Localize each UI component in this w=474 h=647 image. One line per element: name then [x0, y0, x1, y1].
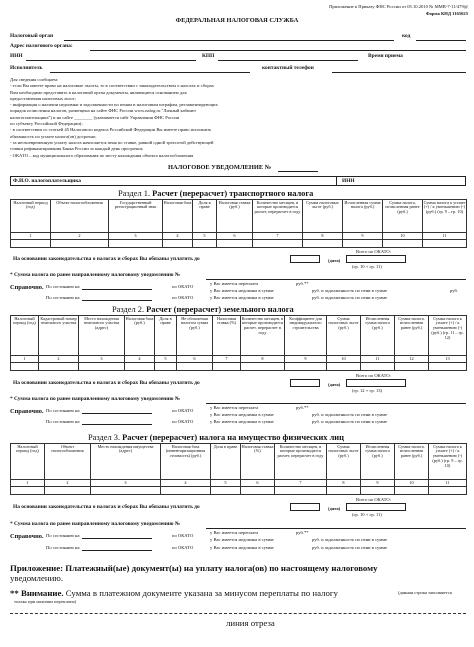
section2-date-box — [290, 379, 320, 387]
section1-col-number: 9 — [343, 233, 383, 240]
attention-label: ** Внимание. — [10, 588, 64, 598]
section3-header-cell: Сумма налога, исчисленная ранее (руб.) — [395, 444, 429, 480]
info-line: обязанность по уплате налога(ов) досрочно; — [10, 133, 97, 139]
blank-cell — [109, 240, 163, 248]
ref1-label: Справочно. — [10, 284, 44, 291]
section1-total-okato: Всего по ОКАТО: — [356, 249, 391, 254]
section2-label: Раздел 2. — [112, 305, 145, 314]
kpp-label: КПП — [202, 53, 215, 59]
service-title: ФЕДЕРАЛЬНАЯ НАЛОГОВАЯ СЛУЖБА — [175, 17, 299, 24]
attention-text: Сумма в платежном документе указана за минусом переплаты по налогу — [65, 588, 338, 598]
section1-pay-line: На основании законодательства о налогах и сборах Вы обязаны уплатить до — [13, 256, 200, 262]
blank-cell — [253, 240, 303, 248]
ref2-rub: руб.** — [296, 405, 309, 410]
blank-cell — [361, 487, 395, 495]
section1-heading — [118, 189, 313, 198]
ref3-okato: по ОКАТО — [172, 533, 194, 538]
blank-cell — [11, 487, 45, 495]
section2-col-number: 8 — [241, 356, 285, 363]
ref3-prev-sum: * Сумма налога по ранее направленному налоговому уведомлению № — [10, 521, 181, 527]
section2-col-number: 1 — [11, 356, 39, 363]
blank-cell — [429, 363, 467, 371]
info-line: - информация о наличии недоимки и задолженности по пеням и налоговым штрафам, регламентирующих — [10, 102, 218, 108]
section1-col-number: 3 — [109, 233, 163, 240]
section1-header-cell: Государственный регистрационный знак — [109, 200, 163, 233]
ref1b-debt: у Вас имеется недоимка в сумме — [210, 295, 274, 300]
section2-total-cols: (гр. 12 + гр. 13) — [352, 388, 383, 393]
blank-cell — [177, 363, 213, 371]
info-line: ставки рефинансирования Банка России за каждый день просрочки; — [10, 146, 144, 152]
section1-header-cell: Налоговый период (год) — [11, 200, 51, 233]
contact-phone-label: контактный телефон — [262, 65, 314, 71]
section2-header-cell: Сумма налоговых льгот (руб.) — [327, 316, 361, 356]
section2-col-number: 7 — [213, 356, 241, 363]
org-address-line — [90, 50, 466, 51]
section2-col-number: 6 — [177, 356, 213, 363]
blank-cell — [241, 487, 275, 495]
section2-col-number: 2 — [39, 356, 79, 363]
section1-header-cell: Налоговая ставка (руб.) — [217, 200, 253, 233]
attention-note2: только при наличии переплаты) — [14, 599, 77, 604]
section3-pay-line: На основании законодательства о налогах и сборах Вы обязаны уплатить до — [13, 504, 200, 510]
executor-line — [50, 72, 250, 73]
ref1b-arrears: руб. и задолженность по пени в сумме — [312, 295, 388, 300]
section3-col-number: 11 — [429, 480, 467, 487]
section1-col-number: 11 — [423, 233, 467, 240]
ref1-prev-sum-line — [206, 279, 466, 280]
ref2-prev-sum: * Сумма налога по ранее направленному налоговому уведомлению № — [10, 396, 181, 402]
taxpayer-fio-label: Ф.И.О. налогоплательщика — [13, 178, 81, 184]
info-line: налогоплательщика") и на сайте ________ (указывается сайт Управления ФНС России — [10, 114, 180, 120]
ref3-rub: руб.** — [296, 530, 309, 535]
ref1-okato: по ОКАТО — [172, 284, 194, 289]
blank-cell — [161, 487, 211, 495]
section2-header-cell: Сумма налога к уплате (+) / к уменьшению (-) (руб.) (гр. 11 – гр. 12) — [429, 316, 467, 356]
footer-appendix-text2: уведомлению. — [10, 573, 64, 583]
info-line: - в соответствии со статьей 45 Налогового кодекса Российской Федерации Вы имеете право исполнить — [10, 127, 212, 133]
ref1-arrears: руб. и задолженность по пени в сумме — [312, 288, 388, 293]
ref1b-okato: по ОКАТО — [172, 295, 194, 300]
blank-cell — [163, 240, 193, 248]
blank-cell — [395, 363, 429, 371]
ref3-overpay: у Вас имеется переплата — [210, 530, 259, 535]
ref3b-debt: у Вас имеется недоимка в сумме — [210, 545, 274, 550]
blank-cell — [11, 240, 51, 248]
section1-total-box — [346, 255, 406, 263]
ref1b-date-line — [82, 300, 152, 301]
section2-total-box — [346, 379, 406, 387]
section3-header-cell: Место нахождения имущества (адрес) — [91, 444, 161, 480]
section1-header-cell: Исчисленная сумма налога (руб.) — [343, 200, 383, 233]
section2-table — [10, 315, 467, 371]
info-line: по субъекту Российской Федерации); — [10, 121, 83, 127]
ref1-debt: у Вас имеется недоимка в сумме — [210, 288, 274, 293]
section3-table — [10, 443, 467, 495]
section2-heading — [112, 305, 294, 314]
section3-total-box — [346, 503, 406, 511]
ref3-by-date: По состоянию на — [46, 533, 80, 538]
ref1-date-line — [82, 289, 152, 290]
section1-col-number: 7 — [253, 233, 303, 240]
section2-header-cell: Налоговая ставка (%) — [213, 316, 241, 356]
ref3-debt: у Вас имеется недоимка в сумме — [210, 537, 274, 542]
section2-total-okato: Всего по ОКАТО: — [356, 373, 391, 378]
cut-line-label: линия отреза — [226, 618, 275, 628]
section2-header-cell: Исчисленная сумма налога (руб.) — [361, 316, 395, 356]
ref1-prev-sum: * Сумма налога по ранее направленному налоговому уведомлению № — [10, 272, 181, 278]
blank-cell — [275, 487, 327, 495]
taxpayer-inn-label: ИНН — [342, 178, 355, 184]
ref2-label: Справочно. — [10, 408, 44, 415]
blank-cell — [211, 487, 241, 495]
section3-date-box — [290, 503, 320, 511]
info-line: - ОКАТО – код муниципального образования по месту нахождения объекта налогообложения — [10, 152, 194, 158]
reception-time-label: Время приема — [368, 53, 403, 59]
section3-label: Раздел 3. — [88, 433, 121, 442]
section1-label: Раздел 1. — [118, 189, 151, 198]
section2-col-number: 10 — [327, 356, 361, 363]
ref2-by-date: По состоянию на — [46, 408, 80, 413]
section2-col-number: 9 — [285, 356, 327, 363]
ref2-okato: по ОКАТО — [172, 408, 194, 413]
section2-title: Расчет (перерасчет) земельного налога — [146, 305, 294, 314]
blank-cell — [343, 240, 383, 248]
cut-line-dashes — [10, 613, 466, 614]
section2-header-cell: Кадастровый номер земельного участка — [39, 316, 79, 356]
ref2-date-line — [82, 413, 152, 414]
section1-header-cell: Доля в праве — [193, 200, 217, 233]
appendix-reference: Приложение к Приказу ФНС России от 05.10.2010 № ММВ-7-11/479@ — [329, 4, 468, 9]
section3-col-number: 10 — [395, 480, 429, 487]
section1-header-cell: Количество месяцев, в которые производится расчет, перерасчет в году — [253, 200, 303, 233]
ref2-debt: у Вас имеется недоимка в сумме — [210, 412, 274, 417]
section3-total-cols: (гр. 10 + гр. 11) — [352, 512, 382, 517]
ref1-rub2: руб. — [450, 288, 458, 293]
section2-col-number: 13 — [429, 356, 467, 363]
info-line: - за несвоевременную уплату налога начисляется пеня по ставке, равной одной трехсотой действующей — [10, 139, 214, 145]
blank-cell — [395, 487, 429, 495]
kpp-line — [218, 60, 358, 61]
section3-header-cell: Доля в праве — [211, 444, 241, 480]
section2-header-cell: Количество месяцев, в которые производится расчет, перерасчет в году — [241, 316, 285, 356]
blank-cell — [45, 487, 91, 495]
ref2b-date-line — [82, 424, 152, 425]
ref3-prev-sum-line — [206, 528, 466, 529]
blank-cell — [11, 363, 39, 371]
section2-header-cell: Сумма налога, исчисленная ранее (руб.) — [395, 316, 429, 356]
section3-col-number: 3 — [91, 480, 161, 487]
section2-date-label: (дата) — [328, 382, 341, 387]
section3-header-cell: Налоговая ставка (%) — [241, 444, 275, 480]
blank-cell — [39, 363, 79, 371]
section3-title: Расчет (перерасчет) налога на имущество физических лиц — [122, 433, 344, 442]
section1-col-number: 1 — [11, 233, 51, 240]
form-code: Форма КНД 1165025 — [425, 11, 468, 16]
section1-col-number: 5 — [193, 233, 217, 240]
ref3b-date-line — [82, 550, 152, 551]
section1-header-cell: Сумма налога к уплате (+) / к уменьшению (-) (руб.) (гр. 9 – гр. 10) — [423, 200, 467, 233]
blank-cell — [51, 240, 109, 248]
section3-header-cell: Налоговая база (инвентаризационная стоимость) (руб.) — [161, 444, 211, 480]
section3-col-number: 2 — [45, 480, 91, 487]
notice-title: НАЛОГОВОЕ УВЕДОМЛЕНИЕ № — [168, 164, 272, 171]
blank-cell — [429, 487, 467, 495]
blank-cell — [327, 363, 361, 371]
ref1-rub: руб.** — [296, 281, 309, 286]
section1-col-number: 4 — [163, 233, 193, 240]
section3-col-number: 6 — [241, 480, 275, 487]
section3-col-number: 7 — [275, 480, 327, 487]
section3-col-number: 8 — [327, 480, 361, 487]
section1-header-cell: Сумма налоговых льгот (руб.) — [303, 200, 343, 233]
section2-col-number: 11 — [361, 356, 395, 363]
blank-cell — [91, 487, 161, 495]
section3-col-number: 1 — [11, 480, 45, 487]
section2-col-number: 12 — [395, 356, 429, 363]
blank-cell — [423, 240, 467, 248]
section2-col-number: 4 — [125, 356, 155, 363]
tax-organ-line — [64, 40, 394, 41]
ref2-arrears: руб. и задолженность по пени в сумме — [312, 412, 388, 417]
inn-label: ИНН — [10, 53, 23, 59]
section1-title: Расчет (перерасчет) транспортного налога — [152, 189, 314, 198]
section2-header-cell: Коэффициент для индивидуального строительства — [285, 316, 327, 356]
section1-date-label: (дата) — [328, 258, 341, 263]
section3-total-okato: Всего по ОКАТО: — [356, 497, 391, 502]
taxpayer-divider — [336, 176, 337, 186]
section1-total-cols: (гр. 10 + гр. 11) — [352, 264, 382, 269]
section3-header-cell: Сумма налога к уплате (+) / к уменьшению (-) (руб.) (гр. 9 – гр. 10) — [429, 444, 467, 480]
section1-header-cell: Налоговая база — [163, 200, 193, 233]
section1-col-number: 8 — [303, 233, 343, 240]
footer-appendix-text: Приложение: Платежный(ые) документ(ы) на уплату налога(ов) по настоящему налоговому — [10, 563, 378, 573]
notice-number-line — [278, 171, 318, 172]
section3-header-cell: Исчисленная сумма налога (руб.) — [361, 444, 395, 480]
section2-header-cell: Не облагаемая налогом сумма (руб.) — [177, 316, 213, 356]
blank-cell — [79, 363, 125, 371]
attention-note: (данная строка заполняется — [398, 590, 452, 595]
section3-header-cell: Сумма налоговых льгот (руб.) — [327, 444, 361, 480]
info-block — [10, 77, 330, 159]
ref2b-okato: по ОКАТО — [172, 419, 194, 424]
blank-cell — [241, 363, 285, 371]
ref2b-arrears: руб. и задолженность по пени в сумме — [312, 419, 388, 424]
section2-header-cell: Налоговая база (руб.) — [125, 316, 155, 356]
section2-col-number: 5 — [155, 356, 177, 363]
section2-header-cell: Место нахождения земельного участка (адрес) — [79, 316, 125, 356]
section1-table — [10, 199, 467, 248]
blank-cell — [155, 363, 177, 371]
section3-header-cell: Объект налогообложения — [45, 444, 91, 480]
section1-header-cell: Объект налогообложения — [51, 200, 109, 233]
section2-header-cell: Налоговый период (год) — [11, 316, 39, 356]
section3-col-number: 9 — [361, 480, 395, 487]
section3-date-label: (дата) — [328, 506, 341, 511]
ref2b-by-date: По состоянию на — [46, 419, 80, 424]
ref3b-okato: по ОКАТО — [172, 545, 194, 550]
section2-header-cell: Доля в праве — [155, 316, 177, 356]
blank-cell — [213, 363, 241, 371]
ref2-prev-sum-line — [206, 403, 466, 404]
info-line: порядок исчисления налогов, размещена на сайте ФНС России www.nalog.ru "Личный кабинет — [10, 108, 196, 114]
section1-col-number: 6 — [217, 233, 253, 240]
ref2-overpay: у Вас имеется переплата — [210, 405, 259, 410]
section3-header-cell: Количество месяцев, в которые производится расчет, перерасчет в году — [275, 444, 327, 480]
blank-cell — [285, 363, 327, 371]
contact-phone-line — [332, 72, 466, 73]
ref3-arrears: руб. и задолженность по пени в сумме — [312, 537, 388, 542]
section3-col-number: 4 — [161, 480, 211, 487]
section1-col-number: 10 — [383, 233, 423, 240]
section2-pay-line: На основании законодательства о налогах и сборах Вы обязаны уплатить до — [13, 380, 200, 386]
ref2b-debt: у Вас имеется недоимка в сумме — [210, 419, 274, 424]
ref3-date-line — [82, 538, 152, 539]
blank-cell — [327, 487, 361, 495]
blank-cell — [125, 363, 155, 371]
section1-col-number: 2 — [51, 233, 109, 240]
info-line: предоставления налоговых льгот; — [10, 95, 76, 101]
ref3-label: Справочно. — [10, 533, 44, 540]
ref3b-by-date: По состоянию на — [46, 545, 80, 550]
section1-header-cell: Сумма налога, исчисленная ранее (руб.) — [383, 200, 423, 233]
blank-cell — [217, 240, 253, 248]
ref1-overpay: у Вас имеется переплата — [210, 281, 259, 286]
footer-attention — [10, 588, 338, 598]
blank-cell — [361, 363, 395, 371]
ref1b-by-date: По состоянию на — [46, 295, 80, 300]
section3-heading — [88, 433, 344, 442]
section3-header-cell: Налоговый период (год) — [11, 444, 45, 480]
section3-col-number: 5 — [211, 480, 241, 487]
info-line: Вам необходимо представить в налоговый орган документы, являющиеся основанием для — [10, 89, 187, 95]
tax-organ-label: Налоговый орган — [10, 33, 54, 39]
blank-cell — [383, 240, 423, 248]
info-line: - если Вы имеете право на налоговые льготы, то в соответствии с законодательством о налогах и сборах — [10, 83, 214, 89]
ref1-by-date: По состоянию на — [46, 284, 80, 289]
blank-cell — [303, 240, 343, 248]
org-address-label: Адрес налогового органа: — [10, 43, 73, 49]
code-line — [416, 40, 466, 41]
blank-cell — [193, 240, 217, 248]
footer-appendix — [10, 563, 466, 583]
section1-date-box — [290, 255, 320, 263]
info-line: Для сведения сообщаем: — [10, 77, 59, 82]
section2-col-number: 3 — [79, 356, 125, 363]
code-label: код — [402, 33, 411, 39]
executor-label: Исполнитель — [10, 65, 43, 71]
inn-line — [26, 60, 196, 61]
ref3b-arrears: руб. и задолженность по пени в сумме — [312, 545, 388, 550]
